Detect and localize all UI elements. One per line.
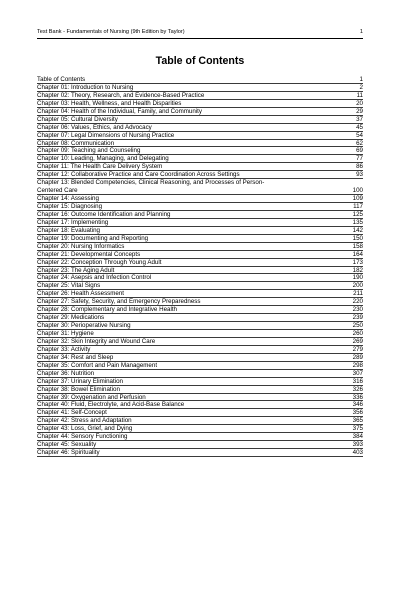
toc-entry-page-number: 336 <box>352 393 363 401</box>
toc-title: Table of Contents <box>155 55 245 67</box>
toc-entry-page-number: 307 <box>352 369 363 377</box>
toc-entry-label: Chapter 36: Nutrition <box>37 369 95 377</box>
toc-entry-page-number: 269 <box>352 337 363 345</box>
toc-entry[interactable] <box>37 124 363 132</box>
toc-entry[interactable] <box>37 322 363 330</box>
toc-entry-page-number: 77 <box>356 155 363 163</box>
toc-entry-label: Chapter 41: Self-Concept <box>37 409 107 417</box>
toc-entry-page-number: 384 <box>352 433 363 441</box>
toc-entry[interactable] <box>37 417 363 425</box>
toc-entry[interactable] <box>37 84 363 92</box>
toc-entry-page-number: 1 <box>359 76 363 83</box>
toc-entry-label: Chapter 32: Skin Integrity and Wound Care <box>37 337 156 345</box>
toc-entry-label: Chapter 19: Documenting and Reporting <box>37 234 149 242</box>
toc-entry-label: Chapter 05: Cultural Diversity <box>37 115 118 123</box>
toc-list <box>37 76 363 457</box>
toc-entry[interactable] <box>37 92 363 100</box>
toc-entry-label: Chapter 45: Sexuality <box>37 441 97 449</box>
toc-entry-page-number: 37 <box>356 115 363 123</box>
toc-entry[interactable] <box>37 187 363 195</box>
toc-entry-label: Chapter 17: Implementing <box>37 218 109 226</box>
toc-entry-label: Chapter 14: Assessing <box>37 195 99 203</box>
toc-entry-page-number: 20 <box>356 99 363 107</box>
toc-entry[interactable] <box>37 116 363 124</box>
toc-entry-label: Chapter 20: Nursing Informatics <box>37 242 125 250</box>
toc-entry-page-number: 211 <box>353 290 363 298</box>
toc-entry-label: Chapter 43: Loss, Grief, and Dying <box>37 425 133 433</box>
toc-entry-label: Chapter 46: Spirituality <box>37 449 100 457</box>
toc-entry[interactable] <box>37 171 363 179</box>
toc-entry-label: Chapter 21: Developmental Concepts <box>37 250 141 258</box>
toc-entry[interactable] <box>37 267 363 275</box>
toc-entry-page-number: 29 <box>356 107 363 115</box>
toc-entry[interactable] <box>37 425 363 433</box>
toc-entry-page-number: 93 <box>356 171 363 179</box>
toc-entry[interactable] <box>37 370 363 378</box>
toc-entry-label: Chapter 42: Stress and Adaptation <box>37 417 132 425</box>
toc-entry-page-number: 173 <box>352 258 363 266</box>
toc-entry-page-number: 279 <box>352 345 363 353</box>
toc-entry-label: Chapter 30: Perioperative Nursing <box>37 322 131 330</box>
toc-entry-label: Chapter 29: Medications <box>37 314 105 322</box>
toc-entry-label: Chapter 27: Safety, Security, and Emergency Preparedness <box>37 298 201 306</box>
toc-entry[interactable] <box>37 330 363 338</box>
toc-entry-label: Chapter 06: Values, Ethics, and Advocacy <box>37 123 152 131</box>
toc-entry-label: Chapter 10: Leading, Managing, and Delegating <box>37 155 169 163</box>
toc-entry-page-number: 2 <box>359 83 363 91</box>
toc-entry[interactable] <box>37 354 363 362</box>
toc-entry-page-number: 230 <box>352 306 363 314</box>
toc-entry-label: Chapter 37: Urinary Elimination <box>37 377 123 385</box>
toc-entry-page-number: 220 <box>352 298 363 306</box>
toc-entry-label: Chapter 26: Health Assessment <box>37 290 125 298</box>
toc-entry-label: Chapter 11: The Health Care Delivery System <box>37 163 163 171</box>
toc-entry[interactable] <box>37 211 363 219</box>
toc-entry[interactable] <box>37 290 363 298</box>
toc-entry[interactable] <box>37 259 363 267</box>
toc-entry[interactable] <box>37 251 363 259</box>
toc-entry-label: Chapter 38: Bowel Elimination <box>37 385 120 393</box>
toc-entry[interactable] <box>37 386 363 394</box>
toc-entry[interactable] <box>37 227 363 235</box>
toc-entry[interactable] <box>37 401 363 409</box>
toc-entry-page-number: 45 <box>356 123 363 131</box>
toc-entry[interactable] <box>37 362 363 370</box>
toc-entry-page-number: 69 <box>356 147 363 155</box>
toc-entry-page-number: 158 <box>352 242 363 250</box>
toc-entry-label: Chapter 04: Health of the Individual, Family, and Community <box>37 107 202 115</box>
running-header <box>37 28 363 39</box>
toc-entry[interactable] <box>37 179 363 187</box>
toc-entry-page-number: 117 <box>353 203 363 210</box>
toc-entry-page-number: 260 <box>352 330 363 337</box>
toc-entry[interactable] <box>37 195 363 203</box>
toc-entry-page-number: 109 <box>352 195 363 203</box>
toc-entry-label: Table of Contents <box>37 76 86 83</box>
toc-entry-page-number: 142 <box>352 226 363 234</box>
toc-entry-label: Chapter 39: Oxygenation and Perfusion <box>37 393 146 401</box>
toc-entry-page-number: 150 <box>352 234 363 242</box>
toc-entry-label: Chapter 02: Theory, Research, and Evidence-Based Practice <box>37 91 205 99</box>
toc-entry-page-number: 125 <box>352 210 363 218</box>
toc-entry[interactable] <box>37 235 363 243</box>
toc-entry[interactable] <box>37 108 363 116</box>
toc-entry-page-number: 164 <box>352 250 363 258</box>
toc-entry[interactable] <box>37 378 363 386</box>
toc-entry[interactable] <box>37 394 363 402</box>
toc-entry[interactable] <box>37 140 363 148</box>
toc-entry[interactable] <box>37 76 363 84</box>
toc-entry-page-number: 289 <box>352 353 363 361</box>
toc-entry-page-number: 403 <box>352 449 363 457</box>
toc-entry-label: Chapter 09: Teaching and Counseling <box>37 147 141 155</box>
toc-entry-page-number: 346 <box>352 401 363 409</box>
toc-entry[interactable] <box>37 132 363 140</box>
toc-entry[interactable] <box>37 203 363 211</box>
toc-entry-label: Chapter 22: Conception Through Young Adult <box>37 258 162 266</box>
toc-entry[interactable] <box>37 219 363 227</box>
toc-entry-page-number: 239 <box>352 314 363 322</box>
toc-entry-page-number: 54 <box>356 131 363 139</box>
toc-entry[interactable] <box>37 147 363 155</box>
toc-entry[interactable] <box>37 243 363 251</box>
toc-entry-label: Chapter 13: Blended Competencies, Clinical Reasoning, and Processes of Person- <box>37 179 265 187</box>
toc-entry[interactable] <box>37 298 363 306</box>
toc-entry-page-number: 365 <box>352 417 363 425</box>
toc-entry-page-number: 393 <box>352 441 363 449</box>
toc-entry-page-number: 298 <box>352 361 363 369</box>
toc-entry[interactable] <box>37 409 363 417</box>
toc-entry-label: Chapter 35: Comfort and Pain Management <box>37 361 158 369</box>
toc-entry-label: Chapter 23: The Aging Adult <box>37 266 115 274</box>
toc-entry-page-number: 356 <box>352 409 363 417</box>
toc-entry-label: Chapter 31: Hygiene <box>37 330 94 337</box>
toc-entry-label: Chapter 33: Activity <box>37 345 91 353</box>
toc-entry[interactable] <box>37 282 363 290</box>
toc-entry[interactable] <box>37 433 363 441</box>
toc-entry-page-number: 11 <box>356 91 363 99</box>
toc-entry-label: Chapter 01: Introduction to Nursing <box>37 83 134 91</box>
toc-entry-label: Chapter 08: Communication <box>37 139 115 147</box>
toc-entry[interactable] <box>37 306 363 314</box>
toc-entry[interactable] <box>37 346 363 354</box>
toc-entry-page-number: 86 <box>356 163 363 171</box>
toc-entry[interactable] <box>37 338 363 346</box>
toc-entry[interactable] <box>37 100 363 108</box>
toc-entry-label: Chapter 16: Outcome Identification and Planning <box>37 210 171 218</box>
toc-entry-page-number: 375 <box>352 425 363 433</box>
toc-entry-label: Chapter 44: Sensory Functioning <box>37 433 128 441</box>
toc-entry-page-number: 135 <box>352 218 363 226</box>
toc-entry-page-number: 250 <box>352 322 363 330</box>
toc-entry[interactable] <box>37 314 363 322</box>
toc-entry[interactable] <box>37 155 363 163</box>
running-header-page-number: 1 <box>359 29 363 35</box>
toc-entry[interactable] <box>37 441 363 449</box>
toc-entry-label: Centered Care <box>37 187 78 195</box>
toc-entry-label: Chapter 40: Fluid, Electrolyte, and Acid-Base Balance <box>37 401 185 409</box>
toc-entry-page-number: 62 <box>356 139 363 147</box>
toc-entry-page-number: 316 <box>352 377 363 385</box>
toc-entry[interactable] <box>37 163 363 171</box>
toc-entry-page-number: 190 <box>352 274 363 282</box>
toc-entry-label: Chapter 15: Diagnosing <box>37 203 103 210</box>
toc-entry-label: Chapter 28: Complementary and Integrative Health <box>37 306 177 314</box>
toc-entry-label: Chapter 12: Collaborative Practice and Care Coordination Across Settings <box>37 171 240 179</box>
toc-entry-page-number: 182 <box>352 266 363 274</box>
toc-entry-label: Chapter 18: Evaluating <box>37 226 100 234</box>
toc-entry[interactable] <box>37 449 363 457</box>
toc-entry-label: Chapter 34: Rest and Sleep <box>37 353 114 361</box>
toc-entry-label: Chapter 07: Legal Dimensions of Nursing Practice <box>37 131 175 139</box>
toc-entry-page-number: 100 <box>352 187 363 195</box>
running-header-title: Test Bank - Fundamentals of Nursing (9th Edition by Taylor) <box>37 29 185 35</box>
toc-entry-page-number: 200 <box>352 282 363 290</box>
toc-entry-page-number: 326 <box>352 385 363 393</box>
toc-entry-label: Chapter 25: Vital Signs <box>37 282 101 290</box>
toc-entry[interactable] <box>37 274 363 282</box>
toc-entry-label: Chapter 03: Health, Wellness, and Health Disparities <box>37 99 182 107</box>
toc-entry-label: Chapter 24: Asepsis and Infection Control <box>37 274 152 282</box>
